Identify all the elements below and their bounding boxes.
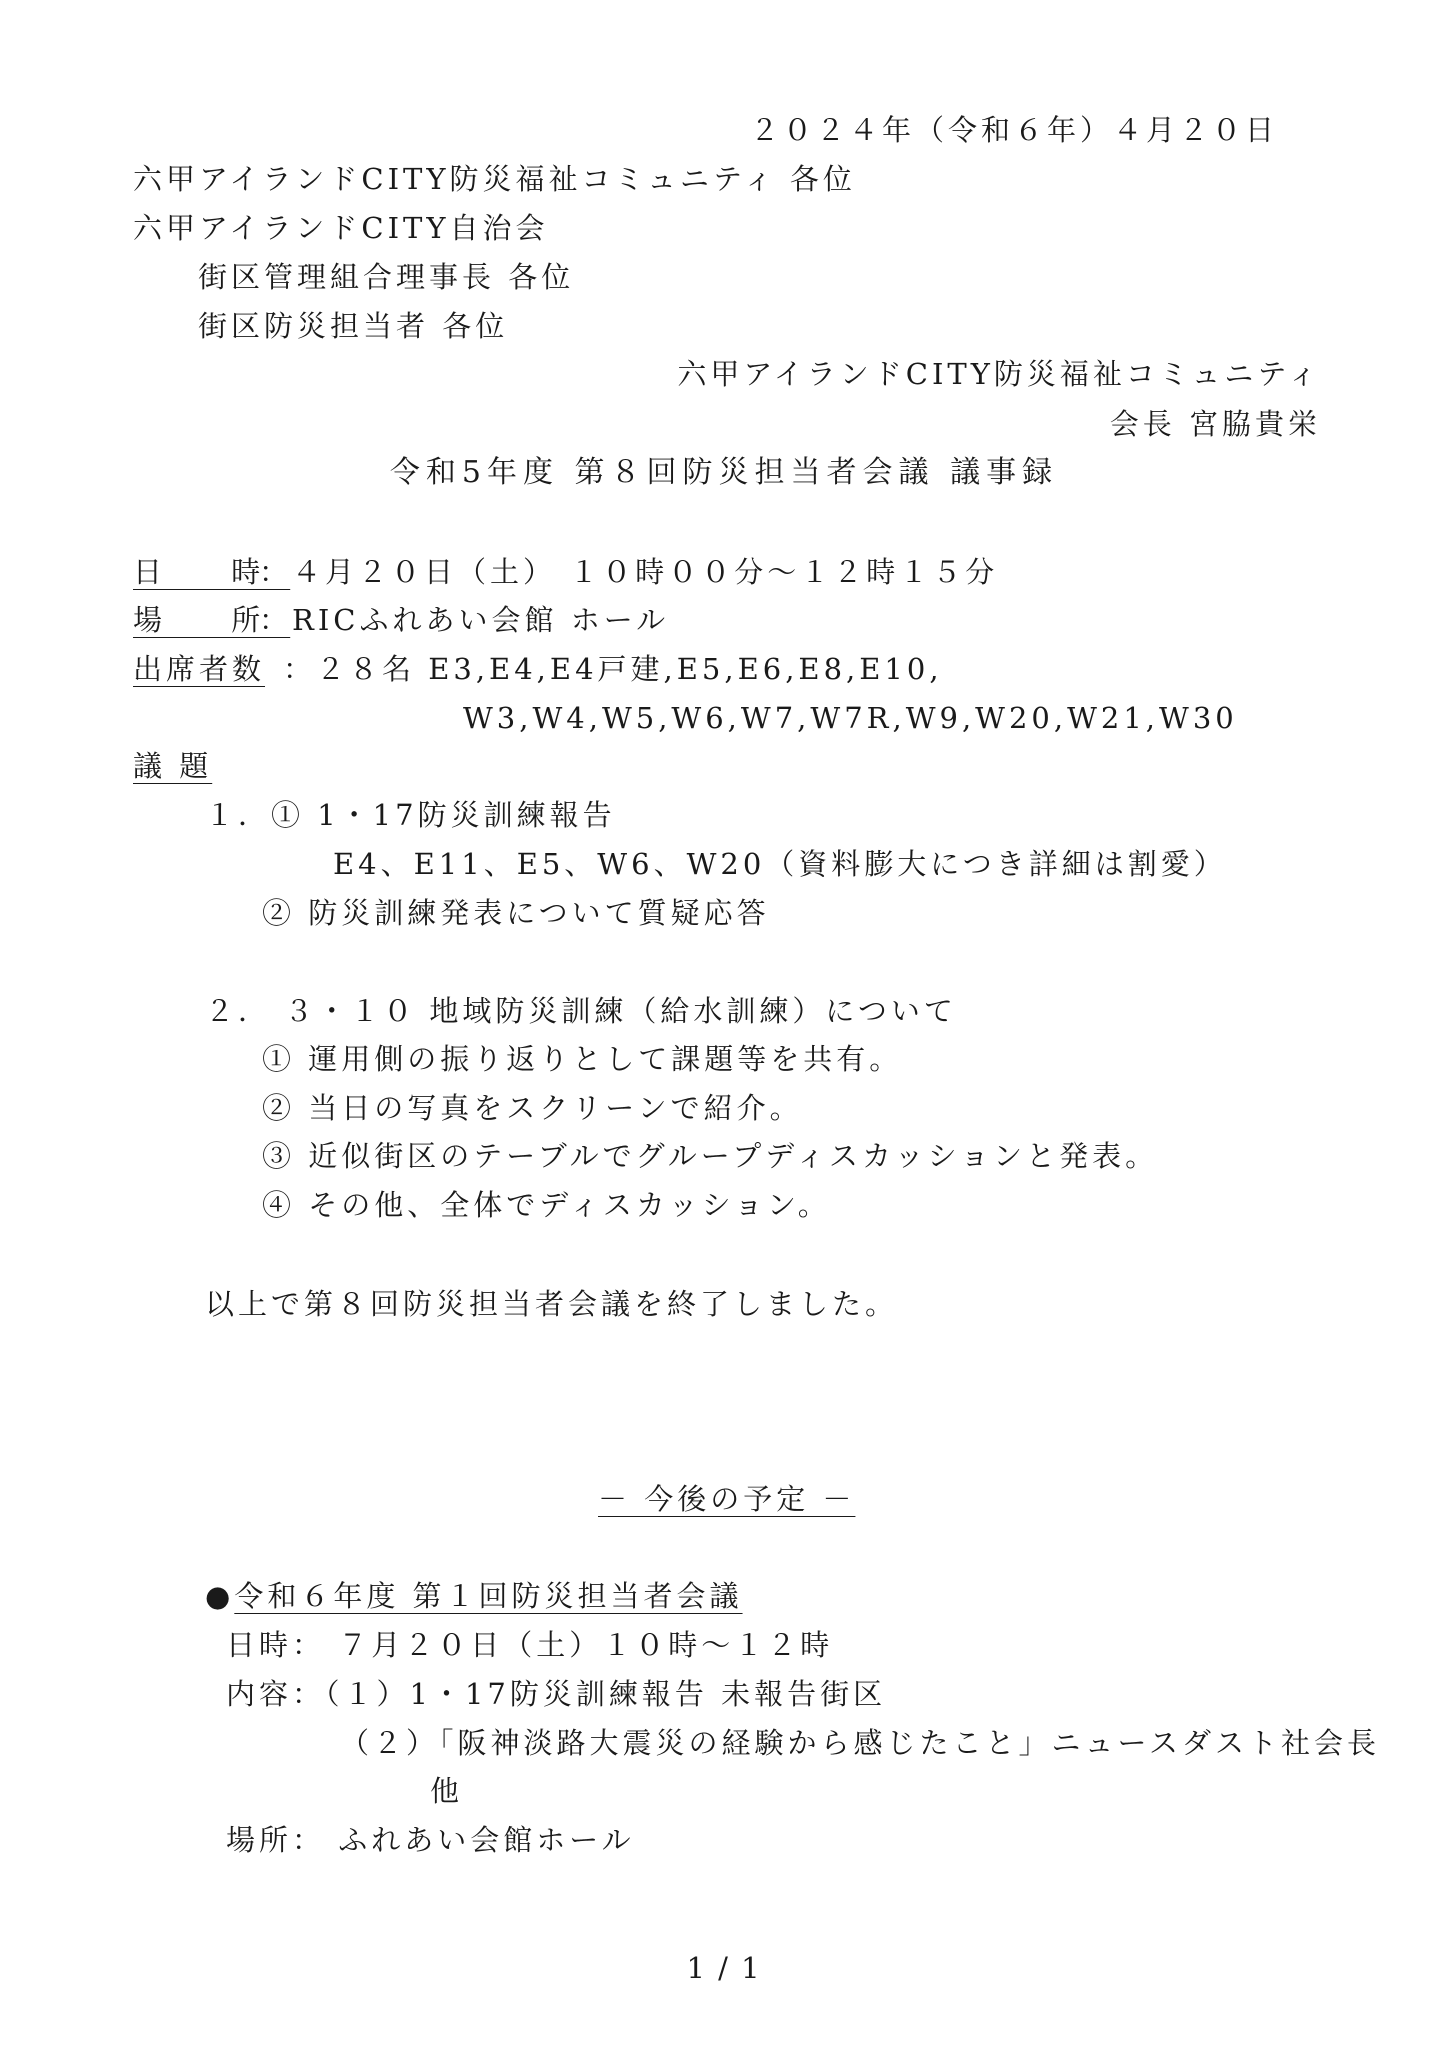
closing-remark: 以上で第８回防災担当者会議を終了しました。 — [205, 1287, 899, 1321]
document-title: 令和5年度 第８回防災担当者会議 議事録 — [389, 455, 1059, 490]
bullet-icon: ● — [205, 1579, 235, 1613]
datetime-row — [133, 555, 999, 589]
recipient-line-1: 六甲アイランドCITY防災福祉コミュニティ 各位 — [133, 162, 856, 196]
agenda-item-1-detail: E4、E11、E5、W6、W20（資料膨大につき詳細は割愛） — [333, 847, 1227, 881]
next-meeting-datetime: 日時： ７月２０日（土）１０時～１２時 — [226, 1628, 834, 1662]
future-schedule-heading: － 今後の予定 － — [598, 1482, 856, 1516]
place-label: 場 所 — [133, 603, 291, 637]
attendance-label: 出席者数 — [133, 652, 266, 686]
datetime-label: 日 時 — [133, 555, 291, 589]
recipient-line-3: 街区管理組合理事長 各位 — [198, 260, 575, 294]
agenda-item-1-heading: １．① 1・17防災訓練報告 — [205, 798, 616, 832]
attendance-row — [133, 652, 943, 686]
next-meeting-content-1: 内容：（１）1・17防災訓練報告 未報告街区 — [226, 1677, 887, 1711]
agenda-item-2-heading: ２． ３・１０ 地域防災訓練（給水訓練）について — [205, 994, 957, 1028]
agenda-item-2-sub-3: ③ 近似街区のテーブルでグループディスカッションと発表。 — [262, 1139, 1159, 1173]
datetime-value: ：４月２０日（土） １０時００分～１２時１５分 — [259, 555, 999, 589]
agenda-item-2-sub-4: ④ その他、全体でディスカッション。 — [262, 1188, 831, 1222]
next-meeting-row — [205, 1579, 743, 1613]
attendance-value-continued: W3,W4,W5,W6,W7,W7R,W9,W20,W21,W30 — [463, 701, 1238, 735]
page-number: 1 / 1 — [686, 1951, 762, 1985]
attendance-value: ：２８名 E3,E4,E4戸建,E5,E6,E8,E10, — [283, 652, 943, 686]
place-row — [133, 603, 670, 637]
next-meeting-content-2: （２）「阪神淡路大震災の経験から感じたこと」ニュースダスト社会長 — [340, 1726, 1381, 1760]
recipient-line-2: 六甲アイランドCITY自治会 — [133, 211, 549, 245]
sender-name: 会長 宮脇貴栄 — [1109, 407, 1321, 441]
agenda-label: 議 題 — [133, 749, 213, 783]
next-meeting-content-2-continued: 他 — [430, 1774, 464, 1808]
sender-organization: 六甲アイランドCITY防災福祉コミュニティ — [677, 357, 1321, 391]
next-meeting-title: 令和６年度 第１回防災担当者会議 — [234, 1579, 743, 1613]
next-meeting-place: 場所： ふれあい会館ホール — [226, 1823, 635, 1857]
recipient-line-4: 街区防災担当者 各位 — [198, 309, 509, 343]
agenda-item-1-sub-2: ② 防災訓練発表について質疑応答 — [262, 896, 770, 930]
place-value: ：RICふれあい会館 ホール — [259, 603, 670, 637]
document-date: ２０２４年（令和６年）４月２０日 — [749, 113, 1278, 147]
agenda-item-2-sub-1: ① 運用側の振り返りとして課題等を共有。 — [262, 1042, 903, 1076]
agenda-item-2-sub-2: ② 当日の写真をスクリーンで紹介。 — [262, 1091, 803, 1125]
